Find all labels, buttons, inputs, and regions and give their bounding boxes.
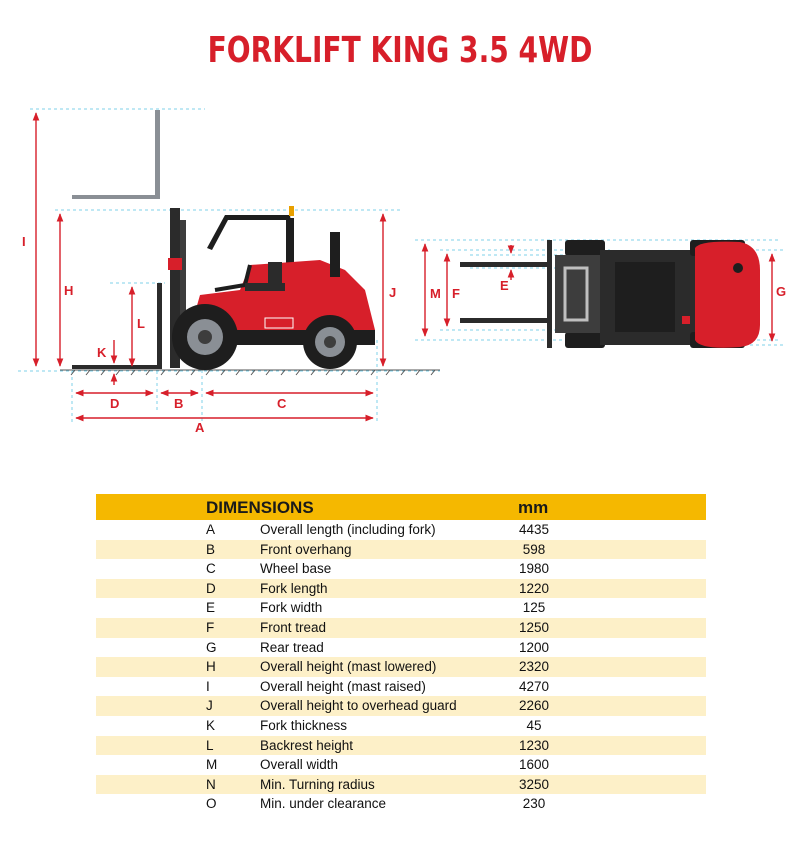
row-value: 3250 xyxy=(518,776,550,792)
row-name: Front tread xyxy=(260,619,327,635)
header-unit: mm xyxy=(518,498,549,517)
raised-fork xyxy=(72,110,160,199)
dim-label-c: C xyxy=(277,396,287,411)
row-name: Fork thickness xyxy=(260,717,348,733)
row-code: F xyxy=(206,619,215,635)
forklift-dimension-diagram xyxy=(0,95,800,440)
row-name: Overall width xyxy=(260,757,339,773)
table-row xyxy=(96,736,706,756)
row-code: H xyxy=(206,659,216,675)
row-value: 125 xyxy=(522,600,546,616)
row-value: 1980 xyxy=(518,561,550,577)
row-name: Wheel base xyxy=(260,561,332,577)
table-row xyxy=(96,677,706,697)
row-value: 4435 xyxy=(518,522,550,537)
row-name: Fork length xyxy=(260,580,328,596)
dim-label-g: G xyxy=(776,284,787,299)
row-code: L xyxy=(206,737,214,753)
row-code: B xyxy=(206,541,216,557)
row-code: C xyxy=(206,561,216,577)
dim-label-j: J xyxy=(389,285,397,300)
row-value: 45 xyxy=(526,717,542,733)
table-row xyxy=(96,598,706,618)
dim-label-f: F xyxy=(452,286,460,301)
row-value: 1220 xyxy=(518,580,550,596)
row-name: Overall height (mast raised) xyxy=(260,678,426,694)
table-header xyxy=(96,494,706,520)
header-dimensions: DIMENSIONS xyxy=(206,498,314,517)
table-row xyxy=(96,520,706,540)
dim-label-k: K xyxy=(97,345,107,360)
row-code: O xyxy=(206,796,217,812)
row-value: 1250 xyxy=(518,619,550,635)
row-name: Overall length (including fork) xyxy=(260,522,436,537)
row-code: D xyxy=(206,580,216,596)
table-row xyxy=(96,657,706,677)
row-code: I xyxy=(206,678,210,694)
row-name: Backrest height xyxy=(260,737,354,753)
table-row xyxy=(96,755,706,775)
dim-label-m: M xyxy=(430,286,441,301)
row-value: 2260 xyxy=(518,698,550,714)
row-name: Min. under clearance xyxy=(260,796,387,812)
dim-label-h: H xyxy=(64,283,74,298)
dim-label-i: I xyxy=(22,234,26,249)
row-name: Fork width xyxy=(260,600,323,616)
row-code: M xyxy=(206,757,218,773)
row-value: 4270 xyxy=(518,678,550,694)
row-value: 1600 xyxy=(518,757,550,773)
table-row xyxy=(96,618,706,638)
table-row xyxy=(96,696,706,716)
forklift-top-view xyxy=(460,240,760,348)
row-name: Front overhang xyxy=(260,541,352,557)
table-row xyxy=(96,775,706,795)
row-name: Overall height (mast lowered) xyxy=(260,659,437,675)
row-value: 1230 xyxy=(518,737,550,753)
table-row xyxy=(96,716,706,736)
table-row xyxy=(96,559,706,579)
table-row xyxy=(96,638,706,658)
dim-label-b: B xyxy=(174,396,184,411)
row-code: E xyxy=(206,600,216,616)
dim-label-a: A xyxy=(195,420,205,435)
row-code: N xyxy=(206,776,216,792)
dim-label-e: E xyxy=(500,278,509,293)
page-title: FORKLIFT KING 3.5 4WD xyxy=(207,30,593,71)
row-value: 230 xyxy=(522,796,546,812)
dim-label-l: L xyxy=(137,316,145,331)
table-row xyxy=(96,579,706,599)
row-code: K xyxy=(206,717,216,733)
dimensions-table xyxy=(96,494,706,814)
dim-label-d: D xyxy=(110,396,120,411)
row-value: 2320 xyxy=(518,659,550,675)
row-name: Rear tread xyxy=(260,639,324,655)
table-body xyxy=(96,520,706,814)
table-row xyxy=(96,540,706,560)
row-code: G xyxy=(206,639,217,655)
row-code: J xyxy=(206,698,213,714)
row-value: 598 xyxy=(522,541,546,557)
row-name: Min. Turning radius xyxy=(260,776,375,792)
table-row xyxy=(96,794,706,814)
forklift-side-view xyxy=(72,206,375,370)
row-value: 1200 xyxy=(518,639,550,655)
row-code: A xyxy=(206,522,216,537)
row-name: Overall height to overhead guard xyxy=(260,698,457,714)
